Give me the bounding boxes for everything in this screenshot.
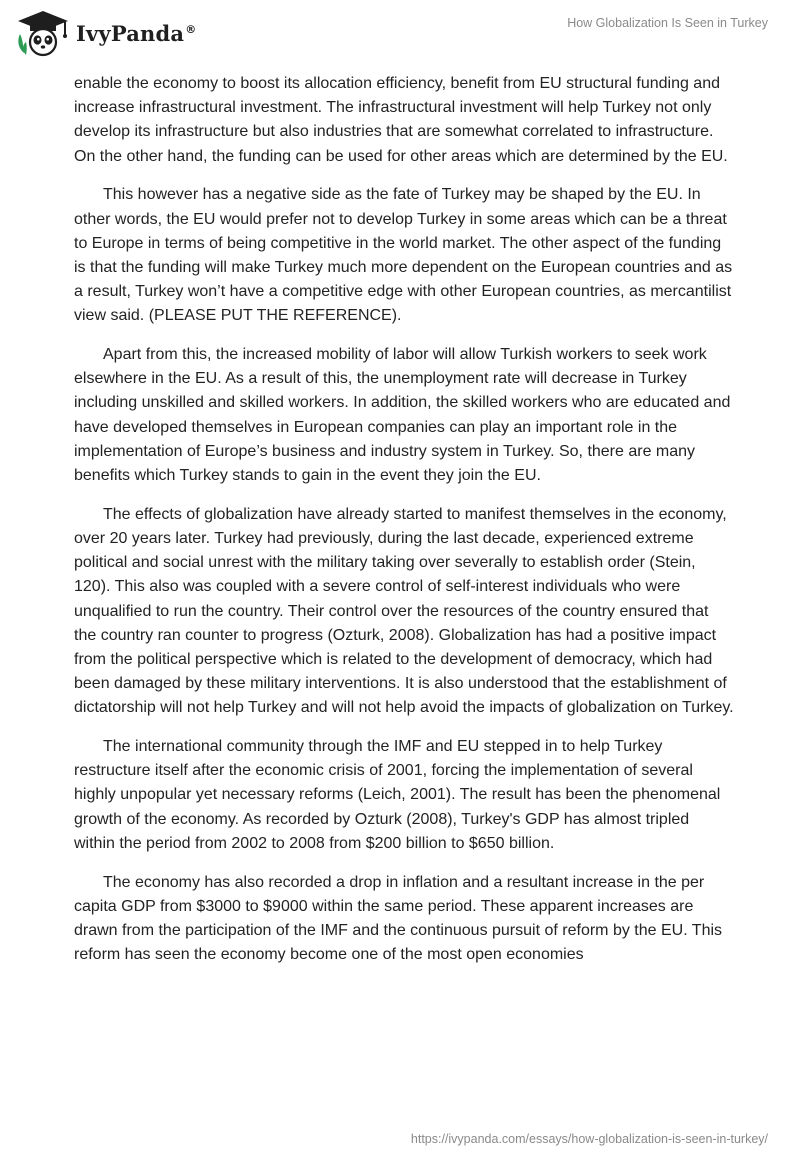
panda-graduation-cap-icon — [16, 8, 70, 58]
brand-text: IvyPanda — [76, 20, 185, 46]
page-header — [0, 0, 800, 70]
paragraph: The effects of globalization have already started to manifest themselves in the economy, over 20 years later. Turkey had previously, during the last decade, experienced extreme political and social unrest with the military taking over severally to establish order (Stein, 120). This also was coupled with a severe control of self-interest individuals who were unqualified to run the country. Their control over the resources of the country ensured that the country ran counter to progress (Ozturk, 2008). Globalization has had a positive impact from the political perspective which is related to the development of democracy, which had been damaged by these military interventions. It is also understood that the establishment of dictatorship will not help Turkey and will not help avoid the impacts of globalization on Turkey. — [74, 505, 734, 717]
paragraph: This however has a negative side as the fate of Turkey may be shaped by the EU. In other words, the EU would prefer not to develop Turkey in some areas which can be a threat to Europe in terms of being competitive in the world market. The other aspect of the funding is that the funding will make Turkey much more dependent on the European countries and as a result, Turkey won’t have a competitive edge with other European countries, as mercantilist view said. (PLEASE PUT THE REFERENCE). — [74, 186, 733, 325]
paragraph: The international community through the IMF and EU stepped in to help Turkey restructure itself after the economic crisis of 2001, forcing the implementation of several highly unpopular yet necessary reforms (Leich, 2001). The result has been the phenomenal growth of the economy. As recorded by Ozturk (2008), Turkey's GDP has almost tripled within the period from 2002 to 2008 from $200 billion to $650 billion. — [74, 738, 721, 852]
essay-body — [74, 72, 734, 982]
ivypanda-logo[interactable] — [16, 8, 196, 58]
brand-name — [76, 21, 196, 46]
paragraph: enable the economy to boost its allocation efficiency, benefit from EU structural funding and increase infrastructural investment. The infrastructural investment will help Turkey not only develop its infrastructure but also industries that are somewhat correlated to infrastructure. On the other hand, the funding can be used for other areas which are determined by the EU. — [74, 75, 728, 165]
paragraph: Apart from this, the increased mobility of labor will allow Turkish workers to seek work elsewhere in the EU. As a result of this, the unemployment rate will decrease in Turkey including unskilled and skilled workers. In addition, the skilled workers who are educated and have developed themselves in European companies can play an important role in the implementation of Europe’s business and industry system in Turkey. So, there are many benefits which Turkey stands to gain in the event they join the EU. — [74, 346, 731, 485]
paragraph: The economy has also recorded a drop in inflation and a resultant increase in the per capita GDP from $3000 to $9000 within the same period. These apparent increases are drawn from the participation of the IMF and the continuous pursuit of reform by the EU. This reform has seen the economy become one of the most open economies — [74, 873, 723, 964]
source-url[interactable]: https://ivypanda.com/essays/how-globalization-is-seen-in-turkey/ — [410, 1132, 768, 1146]
registered-mark: ® — [185, 22, 197, 36]
page-title: How Globalization Is Seen in Turkey — [567, 16, 768, 30]
